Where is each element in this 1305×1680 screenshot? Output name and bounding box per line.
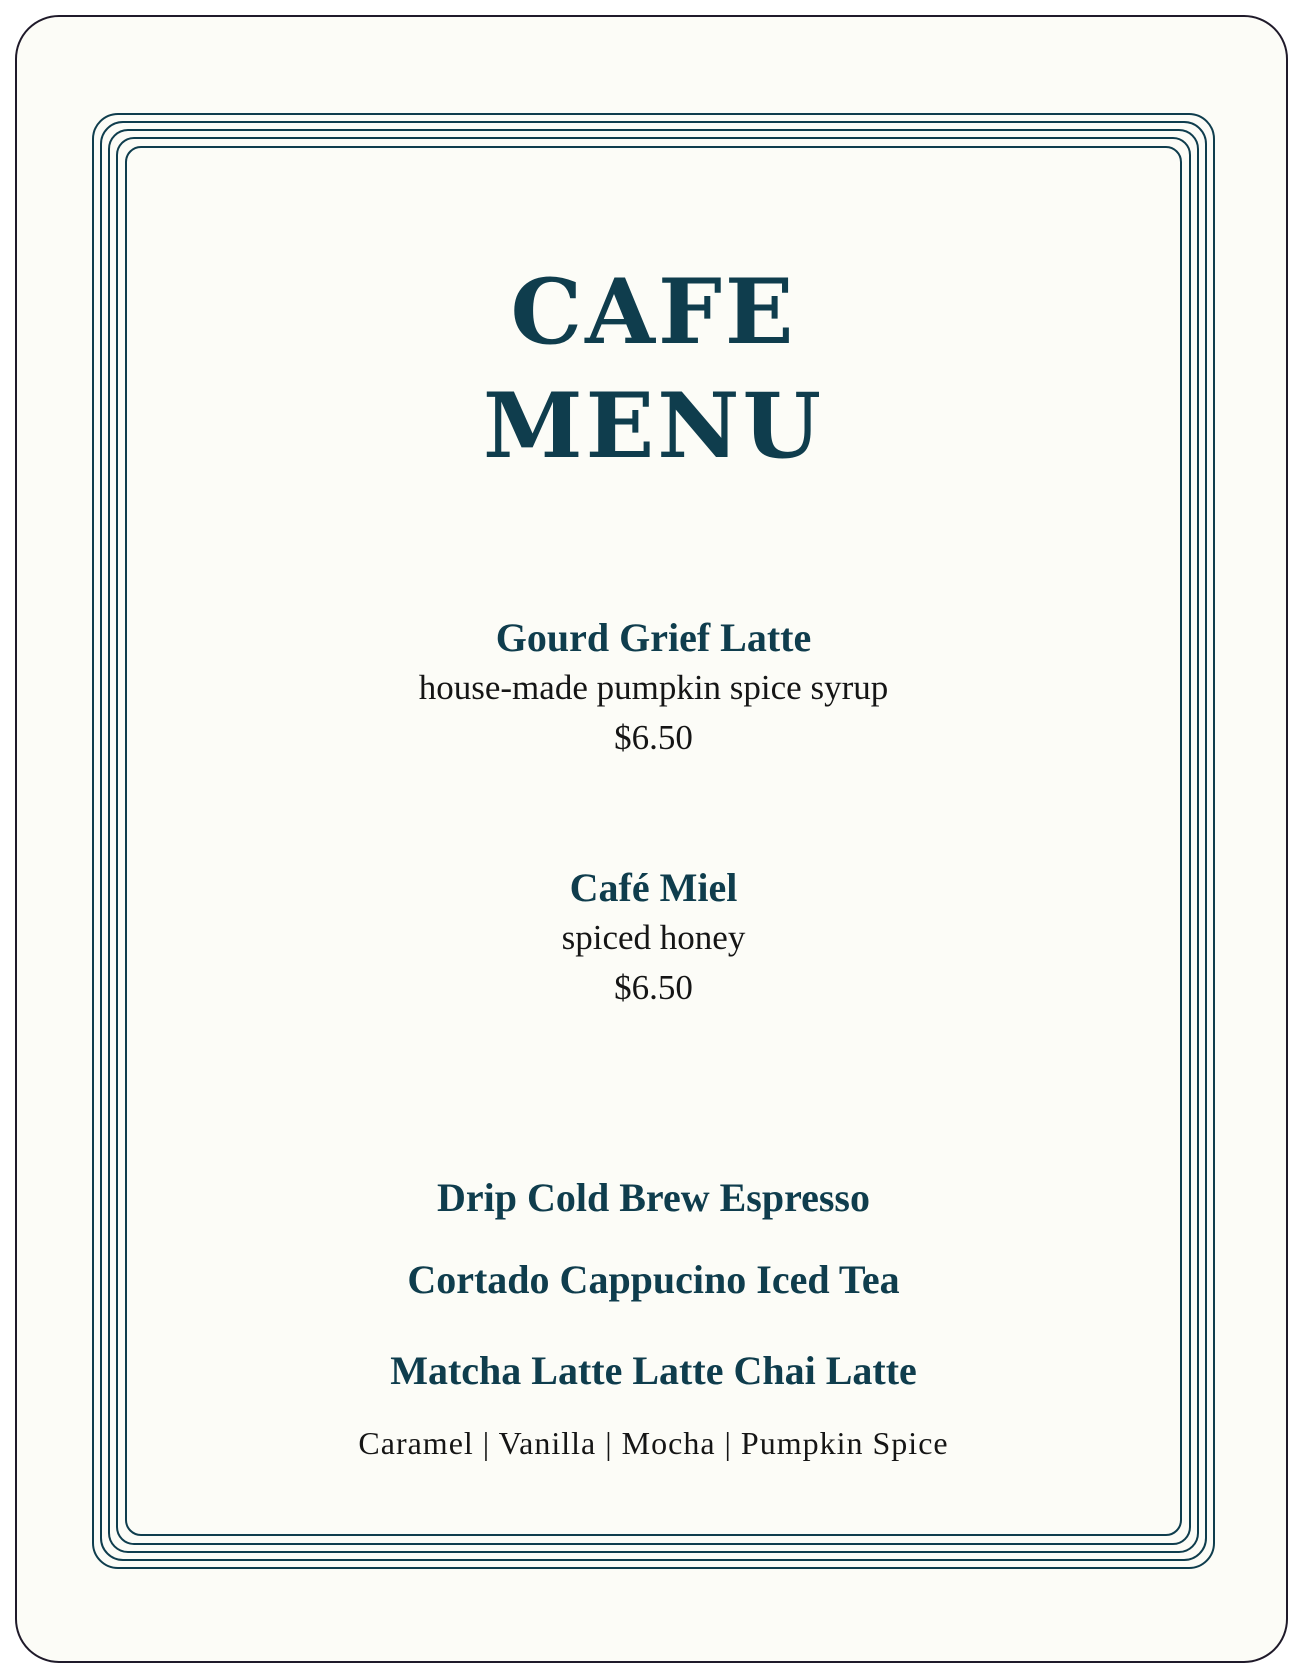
menu-item-cafe-miel bbox=[17, 863, 1290, 1013]
menu-title-line-1: CAFE bbox=[510, 259, 797, 365]
drink-list-row-1: Drip Cold Brew Espresso bbox=[436, 1175, 870, 1220]
menu-item-price: $6.50 bbox=[614, 718, 693, 757]
menu-item-name: Gourd Grief Latte bbox=[495, 615, 812, 660]
menu-item-name: Café Miel bbox=[569, 865, 738, 910]
drink-list-row-2: Cortado Cappucino Iced Tea bbox=[407, 1257, 900, 1302]
menu-title-line-2: MENU bbox=[483, 373, 824, 479]
menu-item-price: $6.50 bbox=[614, 968, 693, 1007]
flavor-options: Caramel | Vanilla | Mocha | Pumpkin Spice bbox=[358, 1425, 949, 1461]
drink-list-row-3: Matcha Latte Latte Chai Latte bbox=[390, 1348, 917, 1393]
menu-item-description: spiced honey bbox=[561, 918, 746, 957]
menu-title bbox=[17, 255, 1290, 483]
menu-card bbox=[15, 15, 1288, 1663]
menu-item-description: house-made pumpkin spice syrup bbox=[418, 668, 889, 707]
menu-item-gourd-grief-latte bbox=[17, 613, 1290, 763]
